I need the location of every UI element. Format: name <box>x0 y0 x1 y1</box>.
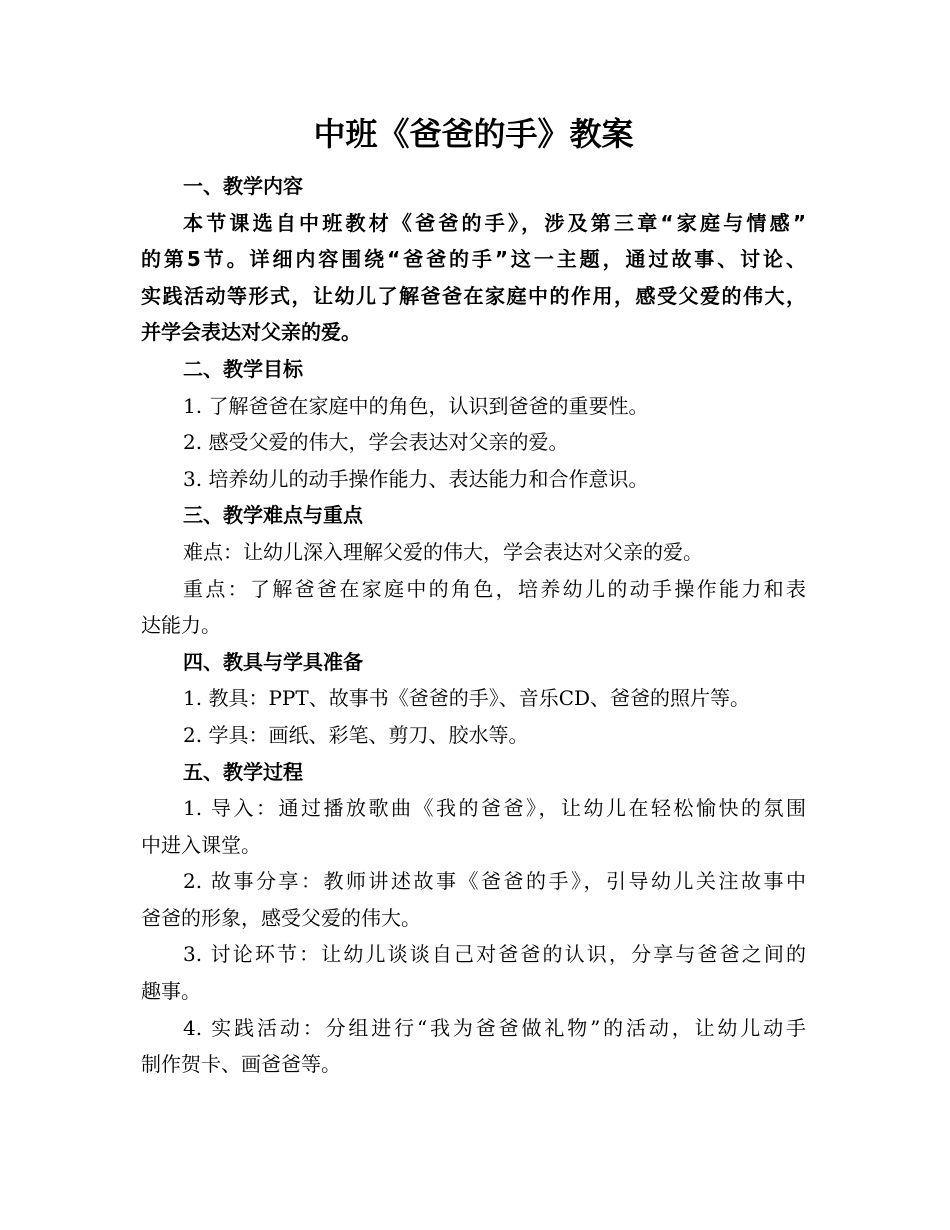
section-heading-process: 五、教学过程 <box>183 759 303 784</box>
document-title: 中班《爸爸的手》教案 <box>313 115 634 153</box>
section-heading-materials: 四、教具与学具准备 <box>183 649 363 674</box>
objective-item: 2. 感受父爱的伟大，学会表达对父亲的爱。 <box>183 430 569 455</box>
process-step-line: 3. 讨论环节：让幼儿谈谈自己对爸爸的认识，分享与爸爸之间的 <box>183 942 806 967</box>
section-heading-objectives: 二、教学目标 <box>183 356 303 381</box>
section-content-paragraph <box>141 205 806 351</box>
process-step-line: 中进入课堂。 <box>141 832 261 857</box>
process-step-line: 2. 故事分享：教师讲述故事《爸爸的手》，引导幼儿关注故事中 <box>183 869 806 894</box>
document-body <box>141 168 806 1083</box>
key-point-line: 达能力。 <box>141 613 221 638</box>
section-heading-key-points: 三、教学难点与重点 <box>183 503 363 528</box>
key-point-line: 重点：了解爸爸在家庭中的角色，培养幼儿的动手操作能力和表 <box>183 576 806 601</box>
material-item: 1. 教具：PPT、故事书《爸爸的手》、音乐CD、爸爸的照片等。 <box>183 686 751 711</box>
objective-item: 3. 培养幼儿的动手操作能力、表达能力和合作意识。 <box>183 466 649 491</box>
process-step-line: 1. 导入：通过播放歌曲《我的爸爸》，让幼儿在轻松愉快的氛围 <box>183 796 806 821</box>
paragraph-line: 本节课选自中班教材《爸爸的手》，涉及第三章“家庭与情感” <box>183 210 806 235</box>
process-step-line: 趣事。 <box>141 979 201 1004</box>
paragraph-line: 实践活动等形式，让幼儿了解爸爸在家庭中的作用，感受父爱的伟大， <box>141 283 806 308</box>
difficulty-text: 难点：让幼儿深入理解父爱的伟大，学会表达对父亲的爱。 <box>183 539 703 564</box>
process-step-line: 爸爸的形象，感受父爱的伟大。 <box>141 905 421 930</box>
paragraph-line: 的第5节。详细内容围绕“爸爸的手”这一主题，通过故事、讨论、 <box>141 247 806 272</box>
material-item: 2. 学具：画纸、彩笔、剪刀、胶水等。 <box>183 722 529 747</box>
process-step-line: 制作贺卡、画爸爸等。 <box>141 1052 341 1077</box>
paragraph-line: 并学会表达对父亲的爱。 <box>141 320 361 345</box>
section-heading-content: 一、教学内容 <box>183 174 303 198</box>
objective-item: 1. 了解爸爸在家庭中的角色，认识到爸爸的重要性。 <box>183 393 649 418</box>
process-step-line: 4. 实践活动：分组进行“我为爸爸做礼物”的活动，让幼儿动手 <box>183 1015 806 1040</box>
